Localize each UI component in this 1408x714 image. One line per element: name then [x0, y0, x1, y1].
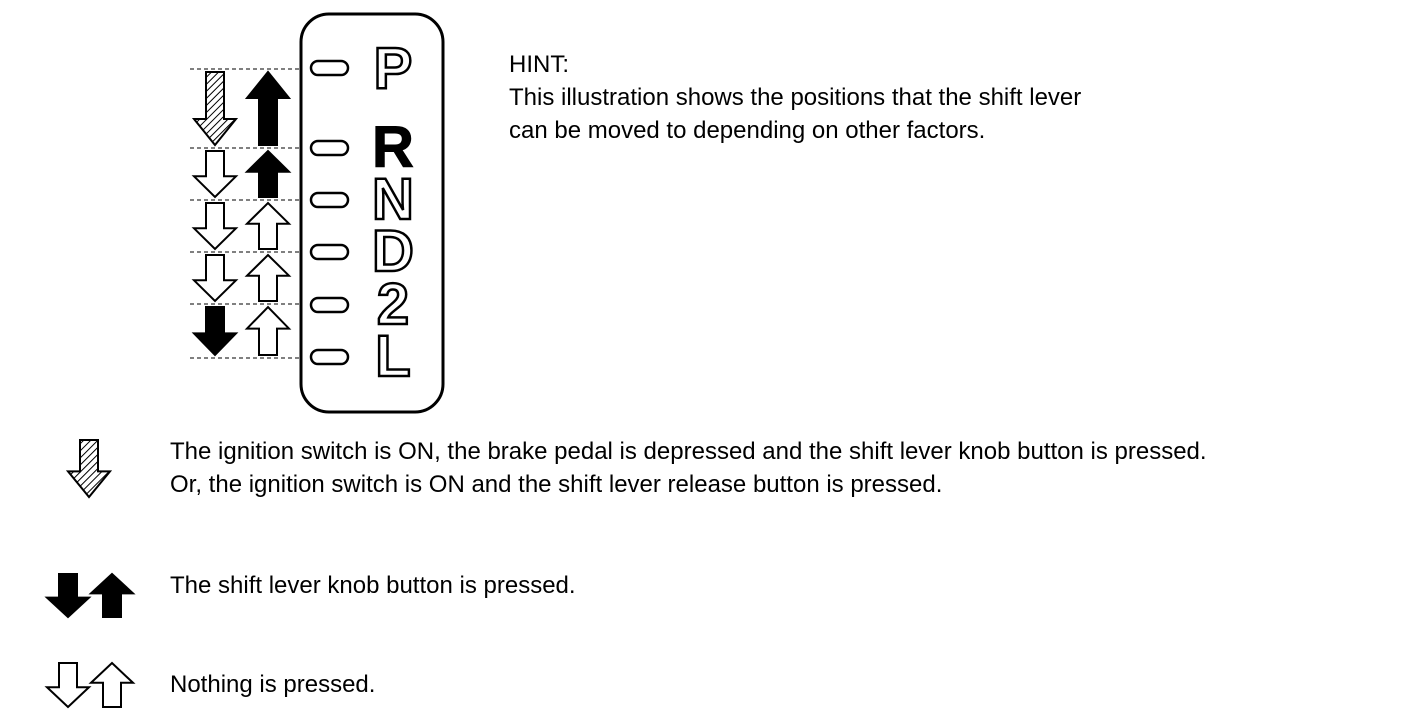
legend-outline-text: Nothing is pressed.	[170, 671, 376, 698]
down-arrow-icon	[194, 72, 236, 145]
detent-slot	[311, 141, 348, 155]
gear-letter-d: D	[372, 219, 414, 284]
up-arrow-icon	[247, 72, 289, 145]
down-arrow-icon	[194, 203, 236, 249]
legend-hatched-line-1: The ignition switch is ON, the brake pedal is depressed and the shift lever knob button is pressed.	[170, 438, 1207, 465]
hint-title: HINT:	[509, 51, 569, 78]
outline-down-arrow-icon	[47, 663, 89, 707]
outline-up-arrow-icon	[91, 663, 133, 707]
gear-letters	[372, 36, 414, 389]
up-arrow-icon	[247, 255, 289, 301]
detent-slot	[311, 61, 348, 75]
down-arrow-icon	[194, 151, 236, 197]
detent-slot	[311, 245, 348, 259]
legend-filled-text: The shift lever knob button is pressed.	[170, 572, 576, 599]
gear-letter-2: 2	[376, 272, 410, 337]
detent-slot	[311, 193, 348, 207]
filled-up-arrow-icon	[91, 574, 133, 617]
detent-slot	[311, 298, 348, 312]
hint-line-2: can be moved to depending on other factors.	[509, 117, 986, 144]
filled-down-arrow-icon	[47, 574, 89, 617]
gear-letter-p: P	[373, 36, 413, 101]
up-arrow-icon	[247, 151, 289, 197]
detent-slot	[311, 350, 348, 364]
legend-icons	[47, 440, 133, 707]
down-arrow-icon	[194, 255, 236, 301]
gear-letter-l: L	[375, 324, 411, 389]
hatched-arrow-icon	[68, 440, 110, 497]
legend-hatched-line-2: Or, the ignition switch is ON and the shift lever release button is pressed.	[170, 471, 943, 498]
down-arrow-icon	[194, 307, 236, 355]
gear-letter-r: R	[372, 115, 414, 180]
up-arrow-icon	[247, 307, 289, 355]
transition-arrows	[194, 72, 289, 355]
hint-line-1: This illustration shows the positions that the shift lever	[509, 84, 1082, 111]
gear-letter-n: N	[372, 167, 414, 232]
up-arrow-icon	[247, 203, 289, 249]
